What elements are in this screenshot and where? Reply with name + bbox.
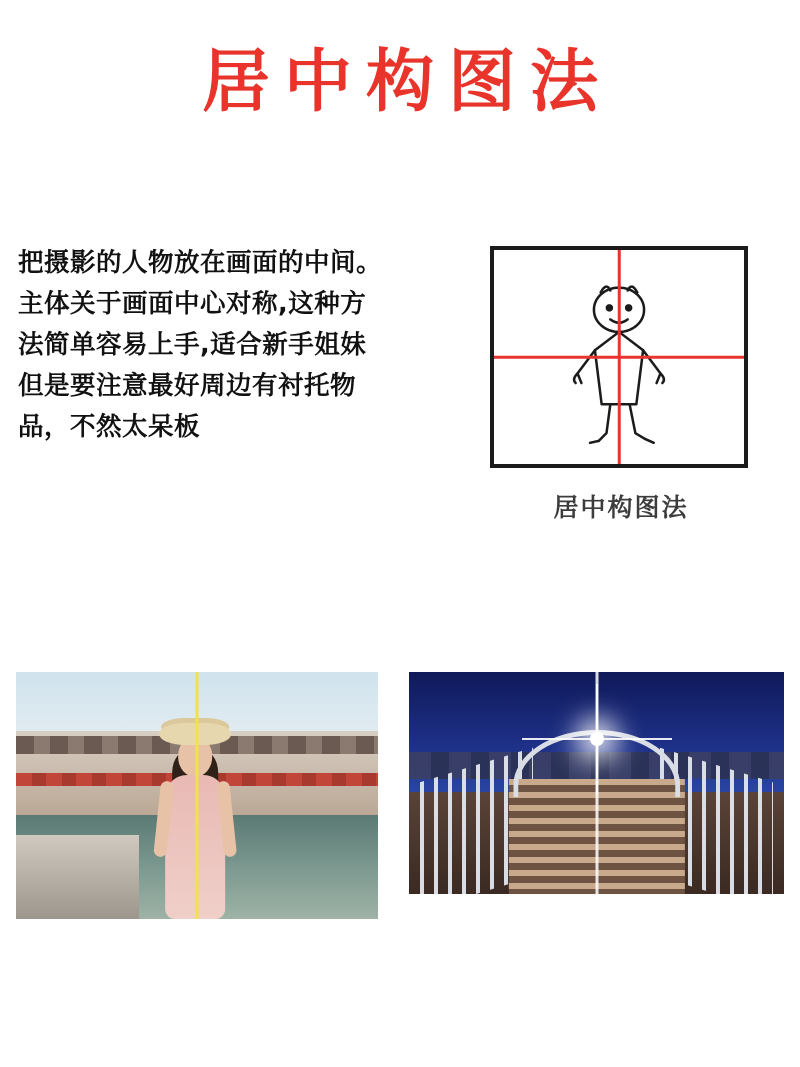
diagram-frame [490,246,748,468]
description-line-2: 主体关于画面中心对称,这种方 [18,289,367,319]
description-line-5: 品，不然太呆板 [18,412,201,442]
photo-girl-watertown [16,672,378,919]
center-guide-line-yellow [196,672,199,919]
center-guide-line-white [595,672,598,894]
composition-diagram [490,246,752,524]
page-title: 居中构图法 [201,43,612,122]
description-line-1: 把摄影的人物放在画面的中间。 [18,248,383,278]
description-line-4: 但是要注意最好周边有衬托物 [18,371,357,401]
photo-bridge-night [409,672,784,894]
description-line-3: 法简单容易上手,适合新手姐妹 [18,330,367,360]
diagram-horizontal-guide [494,356,744,359]
description-paragraph [18,243,448,448]
diagram-caption: 居中构图法 [553,493,689,522]
stone-railing [16,835,139,919]
